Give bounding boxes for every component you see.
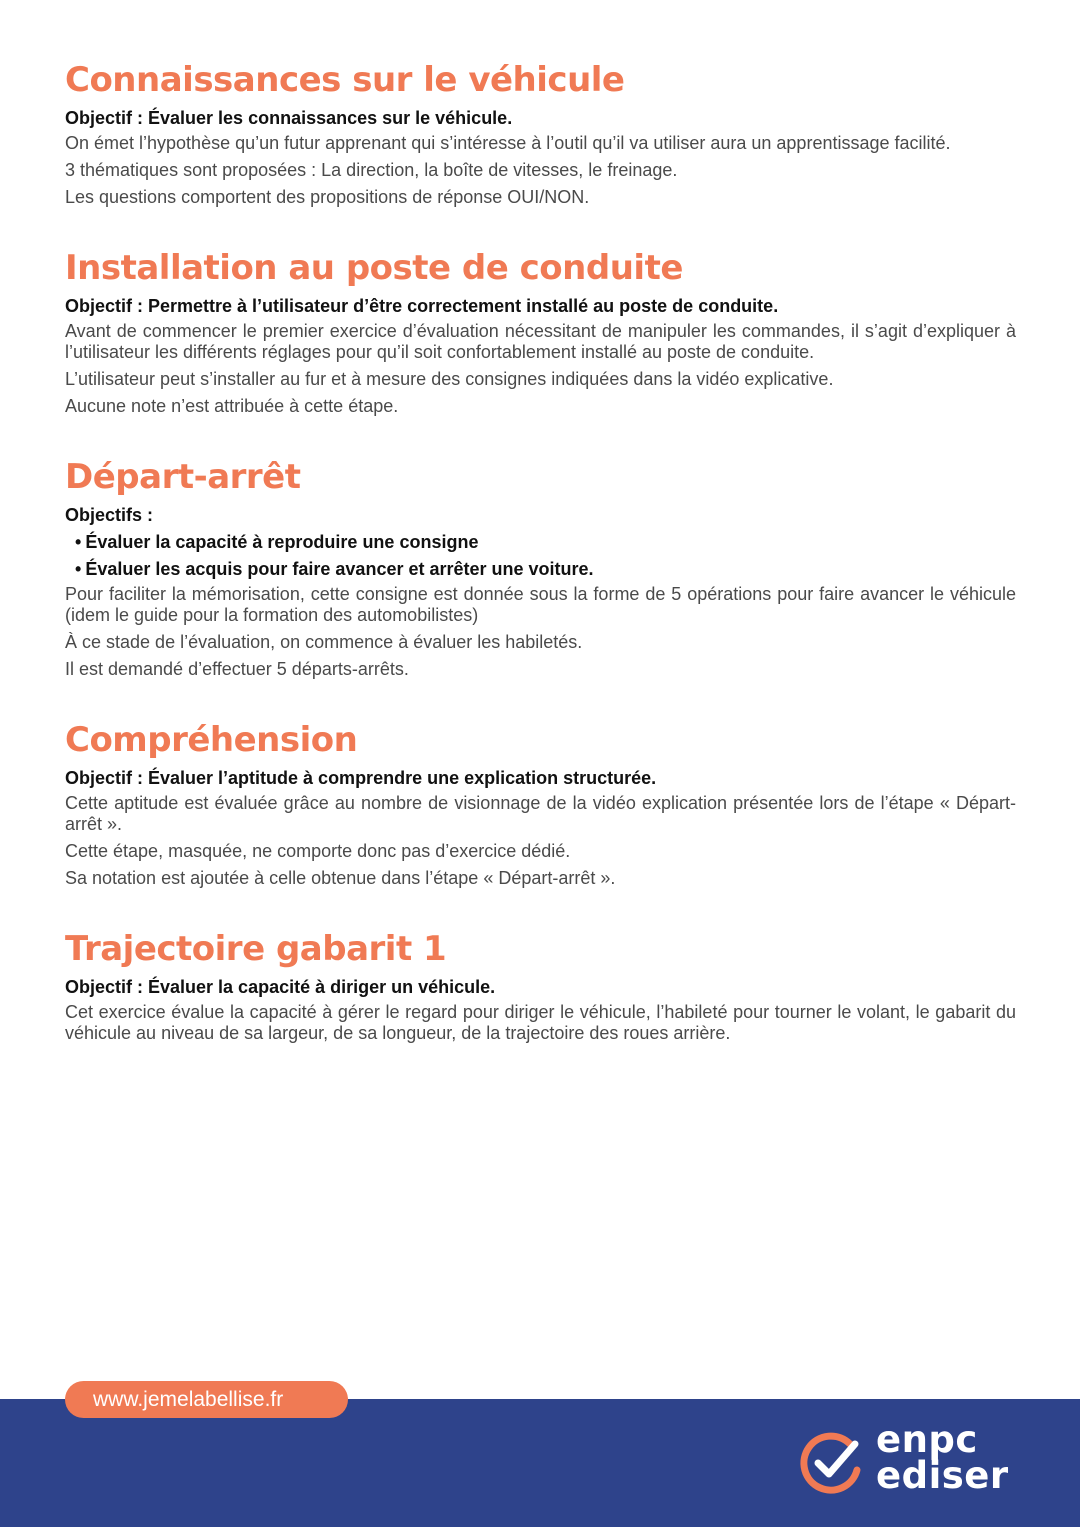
paragraph: Sa notation est ajoutée à celle obtenue dans l’étape « Départ-arrêt ». (65, 868, 616, 888)
document-body (65, 58, 1016, 1082)
list-item-text: Évaluer la capacité à reproduire une consigne (85, 532, 479, 552)
paragraph: Cette étape, masquée, ne comporte donc pas d’exercice dédié. (65, 841, 571, 861)
bullet-icon: • (75, 559, 82, 579)
section-title: Trajectoire gabarit 1 (65, 929, 447, 969)
paragraph: Pour faciliter la mémorisation, cette consigne est donnée sous la forme de 5 opérations pour faire avancer le véhicule (idem le guide pour la formation des automobilistes) (65, 584, 1016, 625)
bullet-icon: • (75, 532, 82, 552)
section-comprehension (65, 718, 1016, 889)
list-item (65, 557, 1016, 581)
paragraph: Il est demandé d’effectuer 5 départs-arrêts. (65, 659, 409, 679)
section-trajectoire (65, 927, 1016, 1044)
section-objective: Objectif : Évaluer les connaissances sur le véhicule. (65, 108, 513, 128)
section-title: Départ-arrêt (65, 457, 301, 497)
section-connaissances (65, 58, 1016, 208)
paragraph: À ce stade de l’évaluation, on commence à évaluer les habiletés. (65, 632, 583, 652)
paragraph: Cette aptitude est évaluée grâce au nombre de visionnage de la vidéo explication présentée lors de l’étape « Départ-arrêt ». (65, 793, 1016, 834)
paragraph: On émet l’hypothèse qu’un futur apprenant qui s’intéresse à l’outil qu’il va utiliser aura un apprentissage facilité. (65, 133, 951, 153)
paragraph: L’utilisateur peut s’installer au fur et à mesure des consignes indiquées dans la vidéo explicative. (65, 369, 834, 389)
paragraph: Les questions comportent des propositions de réponse OUI/NON. (65, 187, 590, 207)
section-title: Compréhension (65, 720, 358, 760)
logo-line-2: ediser (876, 1454, 1009, 1497)
list-item (65, 530, 1016, 554)
section-objective: Objectif : Évaluer l’aptitude à comprendre une explication structurée. (65, 768, 657, 788)
enpc-ediser-logo (798, 1418, 1028, 1502)
section-title: Connaissances sur le véhicule (65, 60, 625, 100)
checkmark-circle-icon (798, 1430, 864, 1496)
website-link[interactable]: www.jemelabellise.fr (65, 1381, 348, 1418)
logo-wordmark (876, 1418, 1009, 1497)
section-title: Installation au poste de conduite (65, 248, 683, 288)
logo-line-1: enpc (876, 1418, 978, 1461)
section-installation (65, 246, 1016, 417)
section-depart-arret (65, 455, 1016, 680)
list-item-text: Évaluer les acquis pour faire avancer et arrêter une voiture. (85, 559, 594, 579)
objectives-list (65, 530, 1016, 581)
section-objective: Objectif : Évaluer la capacité à diriger un véhicule. (65, 977, 496, 997)
paragraph: 3 thématiques sont proposées : La direction, la boîte de vitesses, le freinage. (65, 160, 678, 180)
paragraph: Avant de commencer le premier exercice d’évaluation nécessitant de manipuler les commandes, il s’agit d’expliquer à l’utilisateur les différents réglages pour qu’il soit confortablement installé au poste de conduite. (65, 321, 1016, 362)
paragraph: Cet exercice évalue la capacité à gérer le regard pour diriger le véhicule, l’habileté pour tourner le volant, le gabarit du véhicule au niveau de sa largeur, de sa longueur, de la trajectoire des roues arrière. (65, 1002, 1016, 1043)
paragraph: Aucune note n’est attribuée à cette étape. (65, 396, 399, 416)
section-objective: Objectifs : (65, 505, 154, 525)
section-objective: Objectif : Permettre à l’utilisateur d’être correctement installé au poste de conduite. (65, 296, 779, 316)
